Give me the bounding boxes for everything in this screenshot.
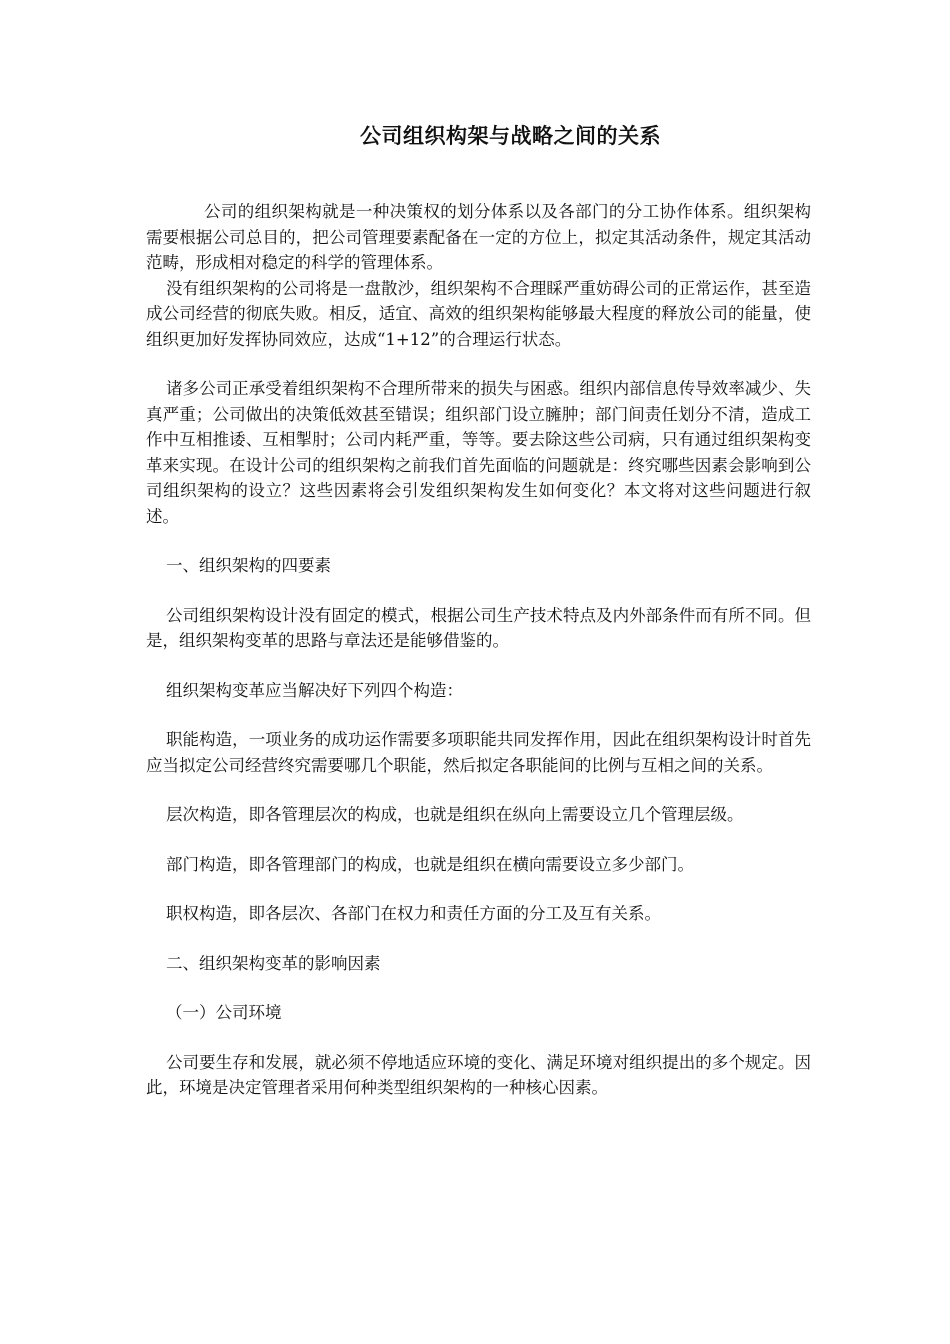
document-title: 公司组织构架与战略之间的关系 bbox=[360, 124, 661, 148]
paragraph-1: 公司的组织架构就是一种决策权的划分体系以及各部门的分工协作体系。组织架构需要根据公司总目的，把公司管理要素配备在一定的方位上，拟定其活动条件，规定其活动范畴，形成相对稳定的科学的管理体系。 bbox=[146, 202, 811, 272]
document-body bbox=[146, 199, 811, 1101]
paragraph-4: 公司组织架构设计没有固定的模式，根据公司生产技术特点及内外部条件而有所不同。但是，组织架构变革的思路与章法还是能够借鉴的。 bbox=[146, 605, 811, 650]
paragraph-3: 诸多公司正承受着组织架构不合理所带来的损失与困惑。组织内部信息传导效率减少、失真严重；公司做出的决策低效甚至错误；组织部门设立臃肿；部门间责任划分不清，造成工作中互相推诿、互相掣肘；公司内耗严重，等等。要去除这些公司病，只有通过组织架构变革来实现。在设计公司的组织架构之前我们首先面临的问题就是：终究哪些因素会影响到公司组织架构的设立？这些因素将会引发组织架构发生如何变化？本文将对这些问题进行叙述。 bbox=[146, 379, 811, 526]
paragraph-5: 组织架构变革应当解决好下列四个构造： bbox=[166, 680, 463, 700]
section-heading-1: 一、组织架构的四要素 bbox=[166, 556, 331, 575]
paragraph-7: 层次构造，即各管理层次的构成，也就是组织在纵向上需要设立几个管理层级。 bbox=[166, 805, 744, 824]
paragraph-8: 部门构造，即各管理部门的构成，也就是组织在横向需要设立多少部门。 bbox=[166, 854, 694, 874]
paragraph-10: 公司要生存和发展，就必须不停地适应环境的变化、满足环境对组织提出的多个规定。因此，环境是决定管理者采用何种类型组织架构的一种核心因素。 bbox=[146, 1052, 811, 1097]
paragraph-9: 职权构造，即各层次、各部门在权力和责任方面的分工及互有关系。 bbox=[166, 904, 661, 923]
section-heading-2: 二、组织架构变革的影响因素 bbox=[166, 953, 381, 973]
paragraph-2: 没有组织架构的公司将是一盘散沙，组织架构不合理睬严重妨碍公司的正常运作，甚至造成公司经营的彻底失败。相反，适宜、高效的组织架构能够最大程度的释放公司的能量，使组织更加好发挥协同效应，达成“1+12”的合理运行状态。 bbox=[146, 278, 811, 349]
paragraph-6: 职能构造，一项业务的成功运作需要多项职能共同发挥作用，因此在组织架构设计时首先应当拟定公司经营终究需要哪几个职能，然后拟定各职能间的比例与互相之间的关系。 bbox=[146, 730, 811, 775]
subsection-heading-1: （一）公司环境 bbox=[166, 1003, 282, 1022]
